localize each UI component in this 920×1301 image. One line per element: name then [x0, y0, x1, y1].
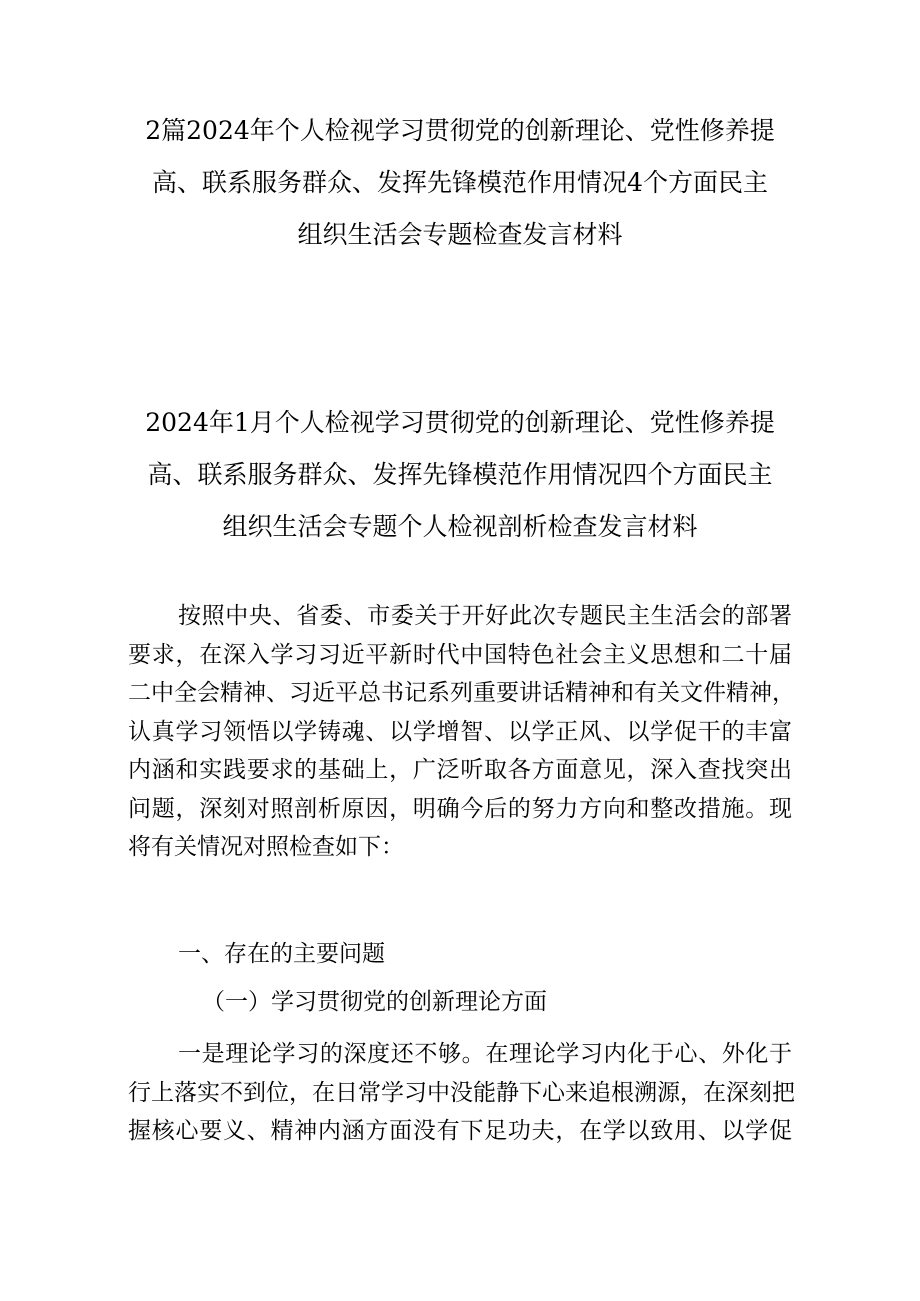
document-subtitle-line: 组织生活会专题个人检视剖析检查发言材料: [222, 512, 698, 541]
document-title-line: 2篇2024年个人检视学习贯彻党的创新理论、党性修养提: [145, 116, 775, 145]
paragraph-line: 按照中央、省委、市委关于开好此次专题民主生活会的部署: [178, 603, 792, 629]
section-heading-text: 一、存在的主要问题: [178, 941, 385, 967]
paragraph-line: 一是理论学习的深度还不够。在理论学习内化于心、外化于: [178, 1041, 792, 1067]
document-title-line: 组织生活会专题检查发言材料: [297, 220, 623, 249]
section-heading: [128, 935, 792, 974]
document-subtitle: [100, 410, 820, 539]
paragraph-line: 二中全会精神、习近平总书记系列重要讲话精神和有关文件精神，: [128, 680, 795, 706]
subsection-heading-text: （一）学习贯彻党的创新理论方面: [202, 989, 547, 1015]
paragraph-line: 问题，深刻对照剖析原因，明确今后的努力方向和整改措施。现: [128, 795, 792, 822]
document-subtitle-line: 高、联系服务群众、发挥先锋模范作用情况四个方面民主: [147, 460, 773, 489]
paragraph-line: 握核心要义、精神内涵方面没有下足功夫，在学以致用、以学促: [128, 1118, 792, 1144]
item-paragraph: [128, 1035, 795, 1151]
paragraph-line: 行上落实不到位，在日常学习中没能静下心来追根溯源，在深刻把: [128, 1079, 795, 1106]
document-title-line: 高、联系服务群众、发挥先锋模范作用情况4个方面民主: [152, 168, 768, 197]
document-subtitle-line: 2024年1月个人检视学习贯彻党的创新理论、党性修养提: [145, 408, 775, 437]
subsection-heading: [128, 983, 792, 1022]
paragraph-line: 要求，在深入学习习近平新时代中国特色社会主义思想和二十届: [128, 641, 792, 668]
paragraph-line: 内涵和实践要求的基础上，广泛听取各方面意见，深入查找突出: [128, 757, 792, 783]
paragraph-line: 认真学习领悟以学铸魂、以学增智、以学正风、以学促干的丰富: [128, 718, 792, 745]
document-title: [100, 118, 820, 247]
intro-paragraph: [128, 597, 795, 867]
paragraph-line: 将有关情况对照检查如下：: [128, 834, 404, 860]
